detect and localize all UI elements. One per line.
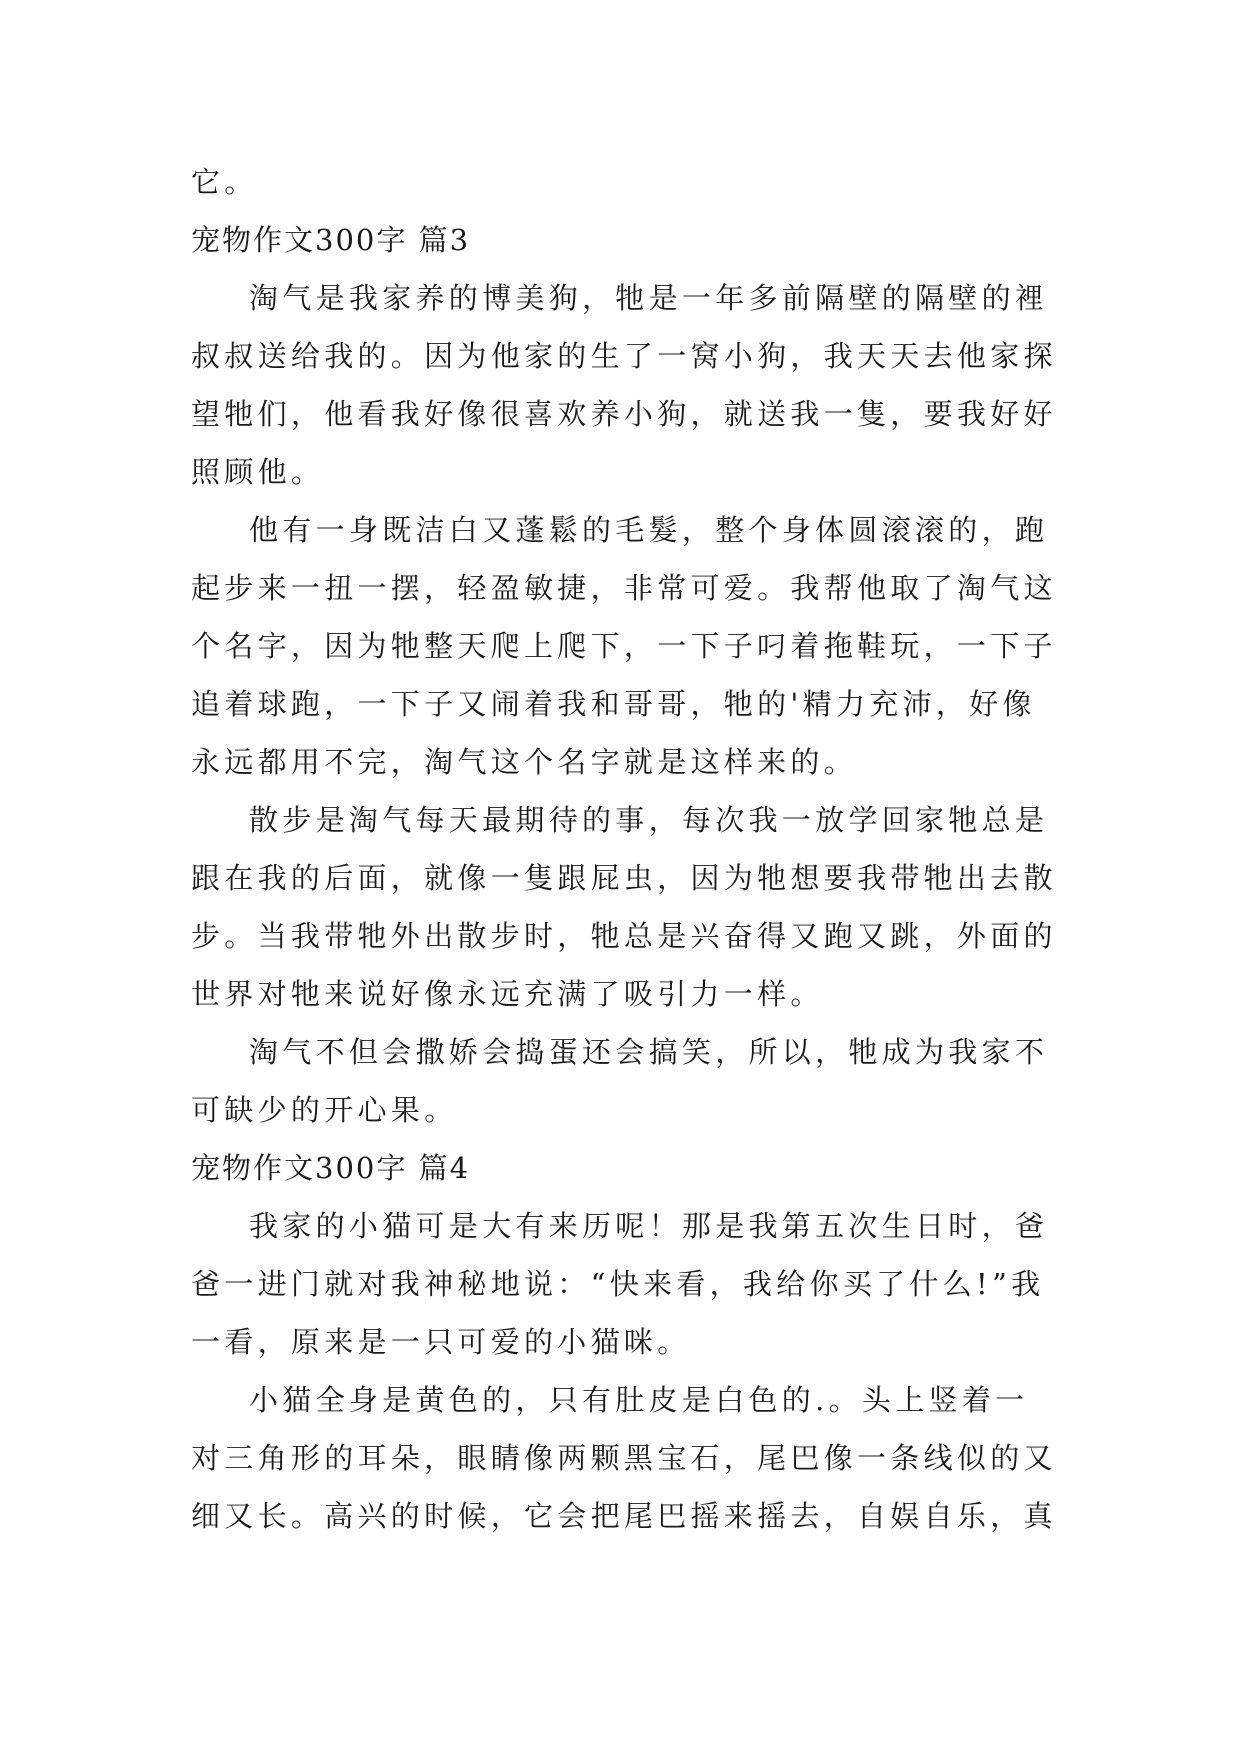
paragraph-line: 望牠们，他看我好像很喜欢养小狗，就送我一隻，要我好好: [191, 397, 1057, 431]
paragraph-line: 细又长。高兴的时候，它会把尾巴摇来摇去，自娱自乐，真: [191, 1499, 1057, 1533]
text-line: 它。: [191, 165, 258, 199]
paragraph-line: 跟在我的后面，就像一隻跟屁虫，因为牠想要我带牠出去散: [191, 861, 1057, 895]
paragraph-line: 个名字，因为牠整天爬上爬下，一下子叼着拖鞋玩，一下子: [191, 629, 1057, 663]
paragraph-line: 世界对牠来说好像永远充满了吸引力一样。: [191, 977, 824, 1011]
paragraph-line: 叔叔送给我的。因为他家的生了一窝小狗，我天天去他家探: [191, 339, 1057, 373]
paragraph-line: 小猫全身是黄色的，只有肚皮是白色的.。头上竖着一: [249, 1383, 1029, 1417]
section-heading-4: 宠物作文300字 篇4: [191, 1151, 471, 1185]
paragraph-line: 一看，原来是一只可爱的小猫咪。: [191, 1325, 691, 1359]
paragraph-line: 他有一身既洁白又蓬鬆的毛髮，整个身体圆滚滚的，跑: [249, 513, 1049, 547]
paragraph-line: 淘气是我家养的博美狗，牠是一年多前隔壁的隔壁的裡: [249, 281, 1049, 315]
paragraph-line: 散步是淘气每天最期待的事，每次我一放学回家牠总是: [249, 803, 1049, 837]
paragraph-line: 永远都用不完，淘气这个名字就是这样来的。: [191, 745, 858, 779]
paragraph-line: 爸一进门就对我神秘地说：“快来看，我给你买了什么!”我: [191, 1267, 1045, 1301]
paragraph-line: 照顾他。: [191, 455, 325, 489]
paragraph-line: 起步来一扭一摆，轻盈敏捷，非常可爱。我帮他取了淘气这: [191, 571, 1057, 605]
paragraph-line: 对三角形的耳朵，眼睛像两颗黑宝石，尾巴像一条线似的又: [191, 1441, 1057, 1475]
paragraph-line: 可缺少的开心果。: [191, 1093, 458, 1127]
paragraph-line: 步。当我带牠外出散步时，牠总是兴奋得又跑又跳，外面的: [191, 919, 1057, 953]
paragraph-line: 我家的小猫可是大有来历呢！那是我第五次生日时，爸: [249, 1209, 1049, 1243]
paragraph-line: 追着球跑，一下子又闹着我和哥哥，牠的'精力充沛，好像: [191, 687, 1036, 721]
paragraph-line: 淘气不但会撒娇会捣蛋还会搞笑，所以，牠成为我家不: [249, 1035, 1049, 1069]
section-heading-3: 宠物作文300字 篇3: [191, 223, 471, 257]
